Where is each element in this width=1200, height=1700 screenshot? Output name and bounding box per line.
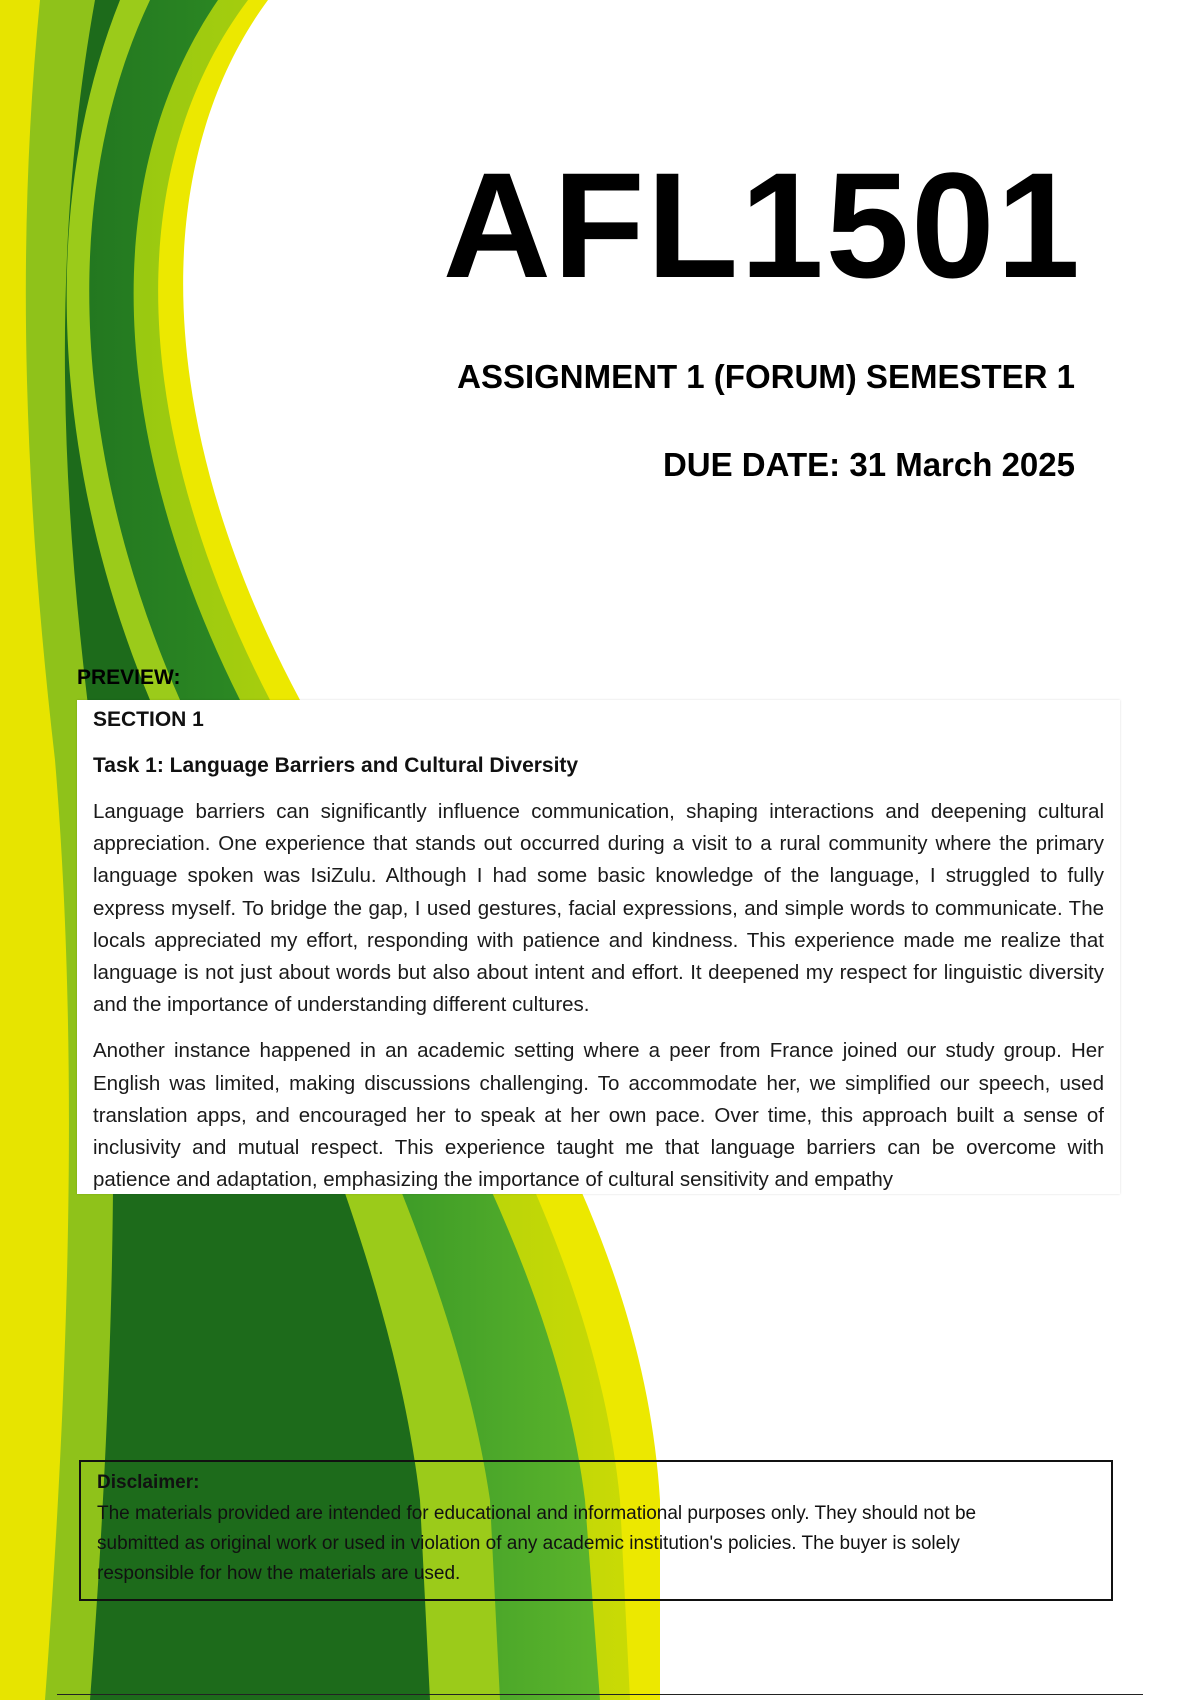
disclaimer-box (79, 1460, 1113, 1601)
due-date-line (663, 446, 1075, 484)
preview-paragraph-2: Another instance happened in an academic setting where a peer from France joined our study group. Her English was limited, making discussions challenging. To accommodate her, we simplified our speech, used translation apps, and encouraged her to speak at her own pace. Over time, this approach built a sense of inclusivity and mutual respect. This experience taught me that language barriers can be overcome with patience and adaptation, emphasizing the importance of cultural sensitivity and empathy (93, 1039, 1104, 1192)
due-date-label: DUE DATE: (662, 446, 841, 483)
bottom-divider (57, 1694, 1143, 1695)
section-heading: SECTION 1 (93, 708, 204, 731)
preview-paragraph-1: Language barriers can significantly influence communication, shaping interactions and deepening cultural appreciation. One experience that stands out occurred during a visit to a rural community where the primary language spoken was IsiZulu. Although I had some basic knowledge of the language, I struggled to fully express myself. To bridge the gap, I used gestures, facial expressions, and simple words to communicate. The locals appreciated my effort, responding with patience and kindness. This experience made me realize that language is not just about words but also about intent and effort. It deepened my respect for linguistic diversity and the importance of understanding different cultures. (93, 800, 1104, 1017)
preview-excerpt-box (77, 700, 1120, 1194)
assignment-subtitle: ASSIGNMENT 1 (FORUM) SEMESTER 1 (457, 358, 1075, 395)
disclaimer-text: The materials provided are intended for educational and informational purposes only. They should not be submitted as original work or used in violation of any academic institution's policies. The buyer is solely responsible for how the materials are used. (97, 1503, 977, 1584)
due-date-value: 31 March 2025 (849, 446, 1075, 483)
preview-label: PREVIEW: (77, 666, 181, 689)
task-heading: Task 1: Language Barriers and Cultural Diversity (93, 754, 579, 777)
course-code-title: AFL1501 (442, 141, 1082, 309)
disclaimer-title: Disclaimer: (97, 1472, 200, 1493)
